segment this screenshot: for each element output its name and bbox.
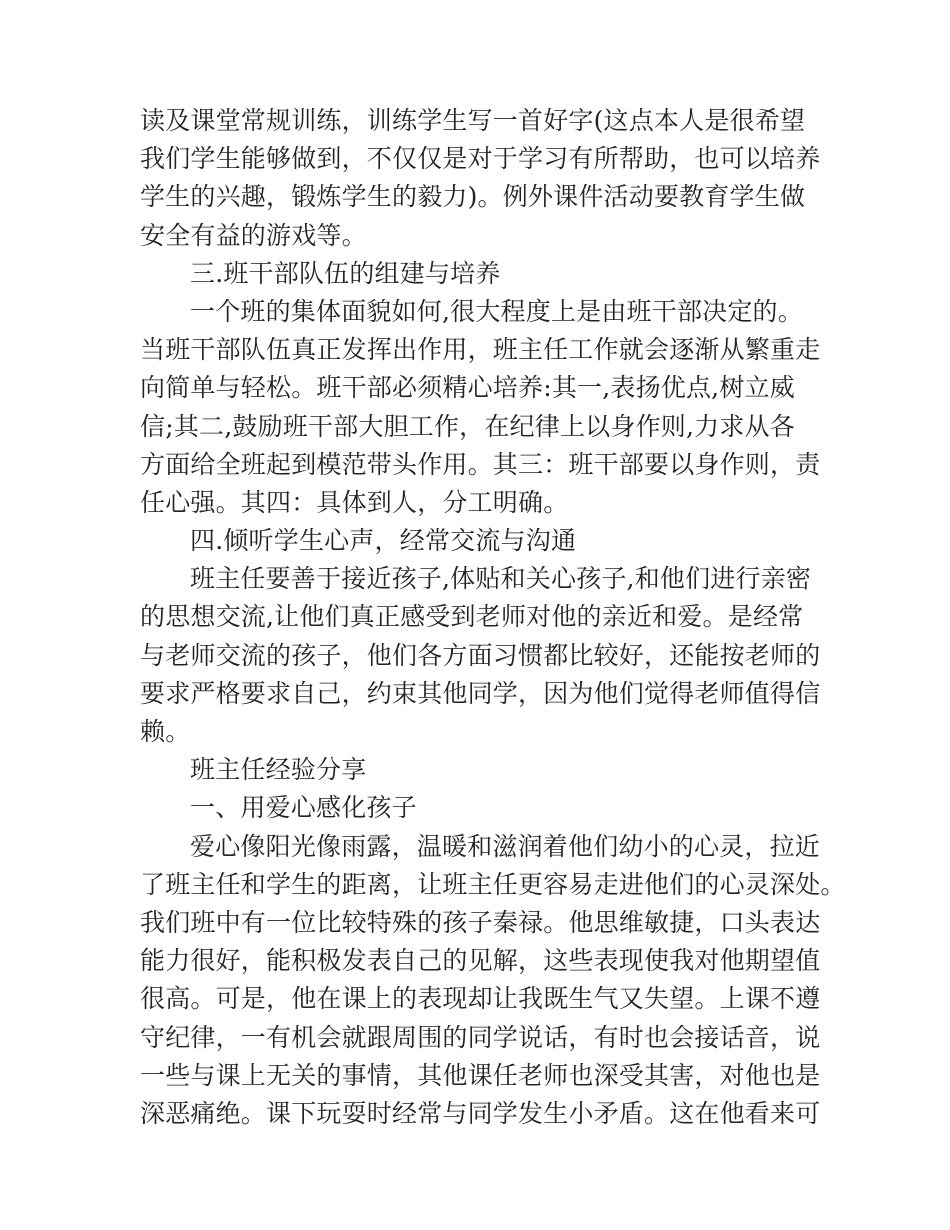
- text-line: 班主任要善于接近孩子,体贴和关心孩子,和他们进行亲密: [190, 564, 812, 594]
- text-line: 向简单与轻松。班干部必须精心培养:其一,表扬优点,树立威: [140, 373, 795, 403]
- text-line: 学生的兴趣，锻炼学生的毅力)。例外课件活动要教育学生做: [140, 182, 806, 212]
- text-line: 爱心像阳光像雨露，温暖和滋润着他们幼小的心灵，拉近: [190, 831, 821, 861]
- text-line: 安全有益的游戏等。: [140, 220, 367, 250]
- document-body: [140, 102, 846, 1133]
- text-line: 与老师交流的孩子，他们各方面习惯都比较好，还能按老师的: [140, 640, 821, 670]
- text-line: 方面给全班起到模范带头作用。其三：班干部要以身作则，责: [140, 449, 821, 479]
- text-line: 我们班中有一位比较特殊的孩子秦禄。他思维敏捷，口头表达: [140, 907, 821, 937]
- text-line: 当班干部队伍真正发挥出作用，班主任工作就会逐渐从繁重走: [140, 335, 821, 365]
- section-heading: 一、用爱心感化孩子: [190, 793, 417, 823]
- section-heading: 四.倾听学生心声，经常交流与沟通: [190, 526, 577, 556]
- section-heading: 三.班干部队伍的组建与培养: [190, 258, 501, 288]
- text-line: 一些与课上无关的事情，其他课任老师也深受其害，对他也是: [140, 1060, 821, 1090]
- text-line: 的思想交流,让他们真正感受到老师对他的亲近和爱。是经常: [140, 602, 804, 632]
- text-line: 很高。可是，他在课上的表现却让我既生气又失望。上课不遵: [140, 984, 821, 1014]
- section-heading: 班主任经验分享: [190, 755, 367, 785]
- text-line: 了班主任和学生的距离，让班主任更容易走进他们的心灵深处。: [140, 869, 846, 899]
- text-line: 我们学生能够做到，不仅仅是对于学习有所帮助，也可以培养: [140, 144, 821, 174]
- text-line: 深恶痛绝。课下玩耍时经常与同学发生小矛盾。这在他看来可: [140, 1098, 821, 1128]
- text-line: 守纪律，一有机会就跟周围的同学说话，有时也会接话音，说: [140, 1022, 821, 1052]
- text-line: 赖。: [140, 717, 191, 746]
- text-line: 信;其二,鼓励班干部大胆工作，在纪律上以身作则,力求从各: [140, 411, 795, 441]
- text-line: 读及课堂常规训练，训练学生写一首好字(这点本人是很希望: [140, 106, 806, 135]
- text-line: 要求严格要求自己，约束其他同学，因为他们觉得老师值得信: [140, 678, 821, 708]
- text-line: 能力很好，能积极发表自己的见解，这些表现使我对他期望值: [140, 946, 821, 976]
- text-line: 任心强。其四：具体到人，分工明确。: [140, 487, 569, 517]
- text-line: 一个班的集体面貌如何,很大程度上是由班干部决定的。: [190, 296, 803, 326]
